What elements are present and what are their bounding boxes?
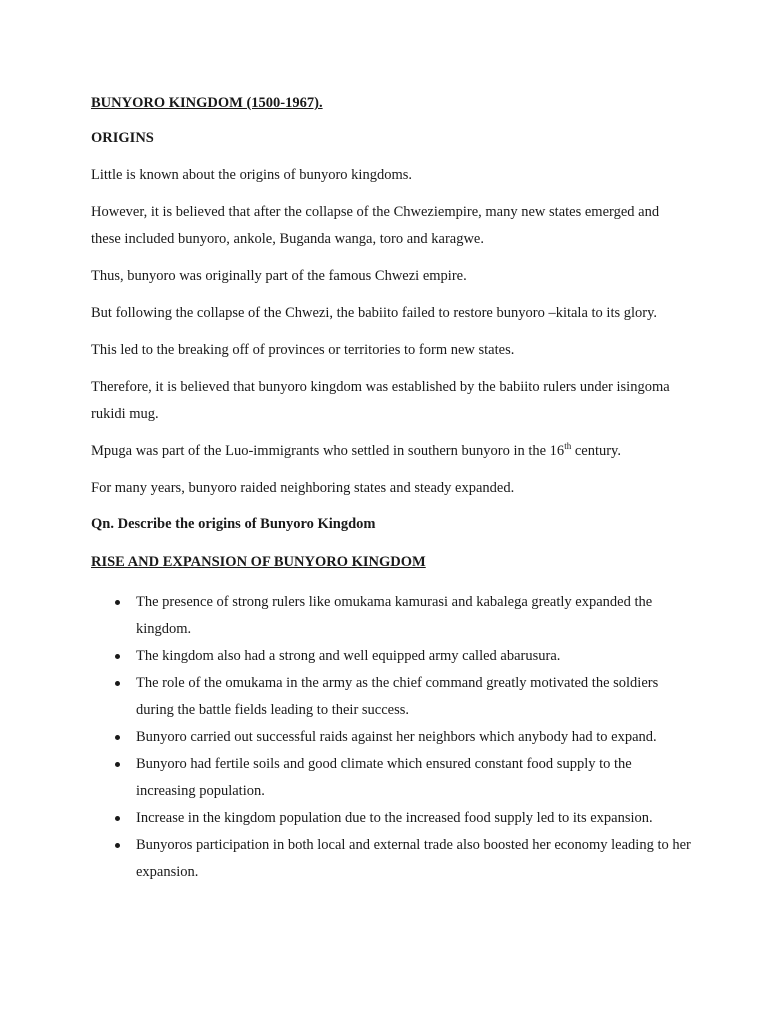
list-item-text: The kingdom also had a strong and well equipped army called abarusura. <box>136 648 561 664</box>
list-item-text: The role of the omukama in the army as the chief command greatly motivated the soldiers during the battle fields leading to their success. <box>136 675 659 718</box>
ordinal-superscript: th <box>564 441 572 452</box>
list-item <box>91 805 691 832</box>
bullet-icon <box>115 762 120 767</box>
mpuga-text: Mpuga was part of the Luo-immigrants who settled in southern bunyoro in the 16 <box>91 443 565 459</box>
origins-paragraph: Little is known about the origins of bunyoro kingdoms. <box>91 167 412 183</box>
list-item-text: Bunyoro carried out successful raids against her neighbors which anybody had to expand. <box>136 729 657 745</box>
origins-paragraph: But following the collapse of the Chwezi, the babiito failed to restore bunyoro –kitala to its glory. <box>91 305 658 321</box>
rise-expansion-heading: RISE AND EXPANSION OF BUNYORO KINGDOM <box>91 554 426 570</box>
list-item <box>91 670 691 724</box>
list-item <box>91 832 691 886</box>
question-line: Qn. Describe the origins of Bunyoro Kingdom <box>91 516 376 532</box>
list-item-text: Bunyoro had fertile soils and good climate which ensured constant food supply to the increasing population. <box>136 756 632 799</box>
document-title: BUNYORO KINGDOM (1500-1967). <box>91 95 323 111</box>
bullet-icon <box>115 843 120 848</box>
list-item <box>91 724 691 751</box>
origins-heading: ORIGINS <box>91 130 154 146</box>
list-item <box>91 751 691 805</box>
bullet-icon <box>115 654 120 659</box>
list-item-text: The presence of strong rulers like omukama kamurasi and kabalega greatly expanded the kingdom. <box>136 594 653 637</box>
list-item <box>91 589 691 643</box>
raids-paragraph: For many years, bunyoro raided neighboring states and steady expanded. <box>91 480 515 496</box>
rise-expansion-list <box>91 589 691 886</box>
origins-paragraph: Thus, bunyoro was originally part of the famous Chwezi empire. <box>91 268 467 284</box>
bullet-icon <box>115 735 120 740</box>
bullet-icon <box>115 681 120 686</box>
list-item-text: Increase in the kingdom population due to the increased food supply led to its expansion. <box>136 810 653 826</box>
origins-paragraph: Therefore, it is believed that bunyoro kingdom was established by the babiito rulers under isingoma rukidi mug. <box>91 379 670 422</box>
origins-paragraph: However, it is believed that after the collapse of the Chweziempire, many new states emerged and these included bunyoro, ankole, Buganda wanga, toro and karagwe. <box>91 204 660 247</box>
bullet-icon <box>115 816 120 821</box>
list-item-text: Bunyoros participation in both local and external trade also boosted her economy leading to her expansion. <box>136 837 691 880</box>
document-body <box>91 94 691 886</box>
list-item <box>91 643 691 670</box>
bullet-icon <box>115 600 120 605</box>
mpuga-paragraph <box>91 438 691 465</box>
origins-paragraph: This led to the breaking off of provinces or territories to form new states. <box>91 342 515 358</box>
mpuga-text-end: century. <box>571 443 621 459</box>
